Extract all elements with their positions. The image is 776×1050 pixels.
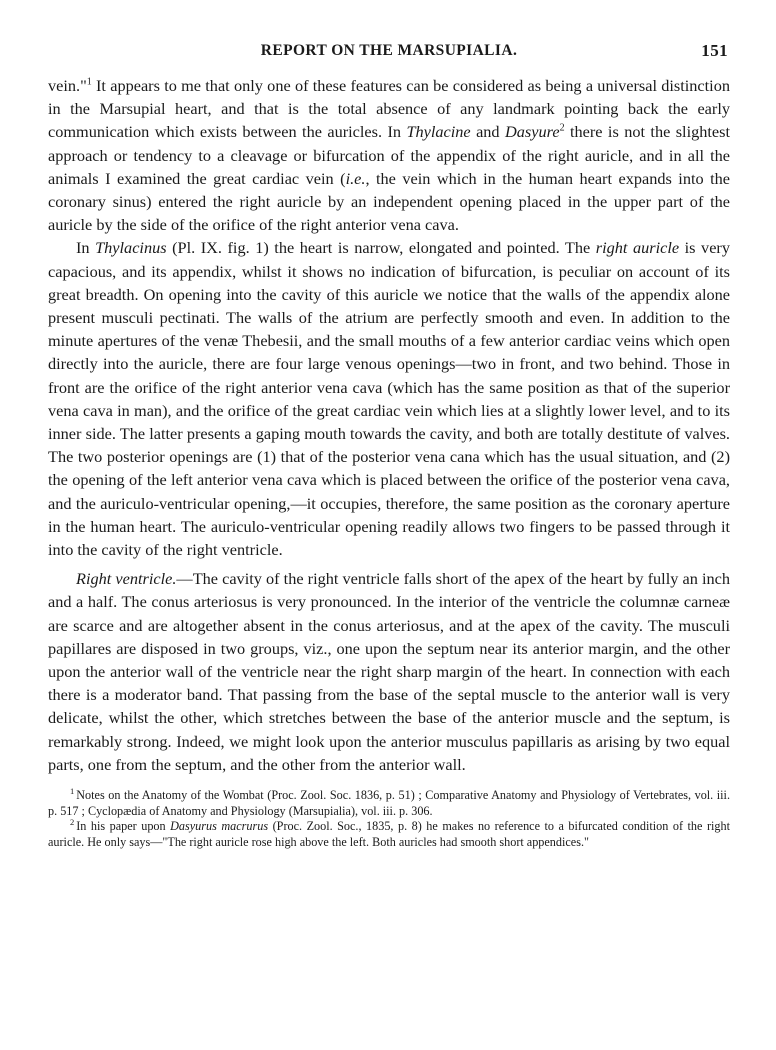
page-number: 151 [701,41,728,60]
term-right-auricle: right auricle [595,238,680,258]
text-run: —The cavity of the right ventricle falls short of the apex of the heart by fully an inch and a half. The conus arteriosus is very pronounced. In the interior of the ventricle the columnæ carneæ are scarce and are altogether absent in the conus arteriosus, and at the apex of the cavity. The musculi papillares are disposed in two groups, viz., one upon the septum near its anterior margin, and the other upon the anterior wall of the ventricle near the right sharp margin of the heart. In connection with each there is a moderator band. That passing from the base of the septal muscle to the anterior wall is very delicate, whilst the other, which stretches between the base of the anterior muscle and the septum, is remarkably strong. Indeed, we might look upon the anterior musculus papillaris as arising by two equal parts, one from the septum, and the other from the anterior wall. [48,569,730,774]
species-name: Thylacinus [95,238,167,258]
footnote-ref-1: 1 [86,76,92,88]
running-header [48,42,730,74]
text-run: vein." [48,76,87,95]
paragraph-1 [48,74,730,236]
footnote-1 [48,788,730,819]
abbreviation: i.e. [345,168,366,188]
text-run: is very capacious, and its appendix, whilst it shows no indication of bifurcation, is peculiar on account of its great breadth. On opening into the cavity of this auricle we notice that the walls of the appendix alone present musculi pectinati. The walls of the atrium are perfectly smooth and even. In addition to the minute apertures of the venæ Thebesii, and the small mouths of a few anterior cardiac veins which open directly into the auricle, there are four large venous openings—two in front, and two behind. Those in front are the orifice of the right anterior vena cava (which has the same position as that of the superior vena cava in man), and the orifice of the great cardiac vein which lies at a slightly lower level, and to its inner side. The latter presents a gaping mouth towards the cavity, and both are totally destitute of valves. The two posterior openings are (1) that of the posterior vena cana which has the usual situation, and (2) the opening of the left anterior vena cava which is placed between the orifice of the posterior vena cava, and the auriculo-ventricular opening,—it occupies, therefore, the same position as the coronary aperture in the human heart. The auriculo-ventricular opening readily allows two fingers to be passed through it into the cavity of the right ventricle. [48,238,730,560]
paragraph-2 [48,236,730,561]
footnote-text: Notes on the Anatomy of the Wombat (Proc. Zool. Soc. 1836, p. 51) ; Comparative Anatomy and Physiology of Vertebrates, vol. iii. p. 517 ; Cyclopædia of Anatomy and Physiology (Marsupialia), vol. iii. p. 306. [48,788,730,818]
species-name: Dasyure [505,122,560,142]
species-name: Thylacine [406,122,471,142]
species-name: Dasyurus macrurus [170,819,269,834]
paragraph-3 [48,567,730,776]
section-heading-right-ventricle: Right ventricle. [76,569,177,589]
footnote-ref-2: 2 [559,122,565,134]
footnote-2 [48,819,730,850]
text-run: there is not the slightest approach or tendency to a cleavage or bifurcation of the appendix of the right auricle, and in all the animals I examined the great cardiac vein ( [48,122,730,188]
text-run: It appears to me that only one of these features can be considered as being a universal distinction in the Marsupial heart, and that is the total absence of any landmark pointing back the early communication which exists between the auricles. In [48,76,730,142]
text-run: In [76,238,96,258]
footnote-text: (Proc. Zool. Soc., 1835, p. 8) he makes no reference to a bifurcated condition of the right auricle. He only says—"The right auricle rose high above the left. Both auricles had smooth short appendices." [48,819,730,849]
footnote-mark: 1 [70,786,75,797]
text-run: , the vein which in the human heart expands into the coronary sinus) entered the right auricle by an independent opening placed in the upper part of the auricle by the side of the orifice of the right anterior vena cava. [48,168,730,235]
text-run: and [470,122,505,142]
footnote-text: In his paper upon [76,819,171,834]
text-run: (Pl. IX. fig. 1) the heart is narrow, elongated and pointed. The [166,238,596,258]
body-text [48,74,730,776]
footnote-mark: 2 [70,817,75,828]
running-title: REPORT ON THE MARSUPIALIA. [260,42,518,59]
footnotes [48,788,730,850]
